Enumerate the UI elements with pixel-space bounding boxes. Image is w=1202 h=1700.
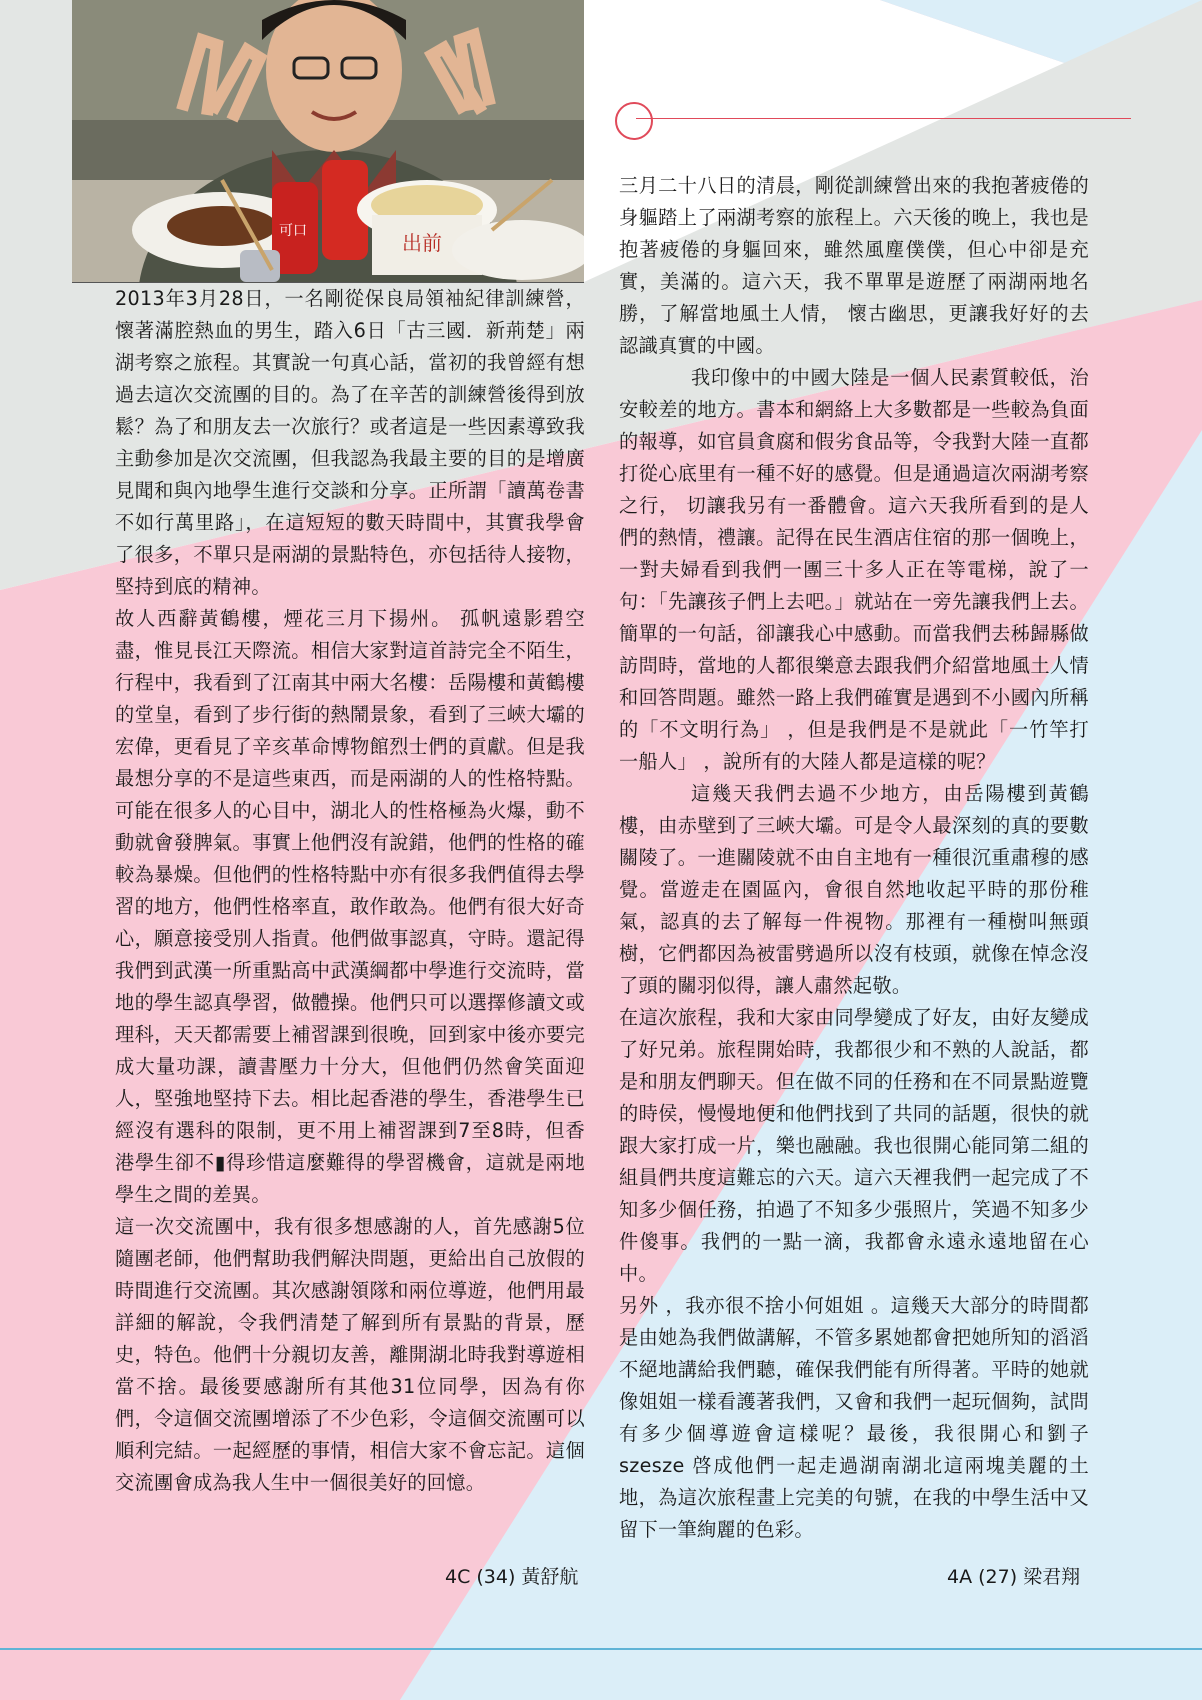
right-paragraph: 另外 ，我亦很不捨小何姐姐 。這幾天大部分的時間都是由她為我們做講解，不管多累她都會把她所知的滔滔不絕地講給我們聽，確保我們能有所得著。平時的她就像姐姐一樣看護著我們，又會和我們一起玩個夠，試問有多少個導遊會這樣呢？最後，我很開心和劉子 szesze 啓成他們一起走過湖南湖北這兩塊美麗的土地，為這次旅程畫上完美的句號，在我的中學生活中又留下一筆絢麗的色彩。	[619, 1294, 1089, 1541]
right-paragraph: 三月二十八日的清晨，剛從訓練營出來的我抱著疲倦的身軀踏上了兩湖考察的旅程上。六天後的晚上，我也是抱著疲倦的身軀回來，雖然風塵僕僕，但心中卻是充實，美滿的。這六天，我不單單是遊歷了兩湖兩地名勝，了解當地風土人情， 懷古幽思，更讓我好好的去認識真實的中國。	[619, 174, 1089, 357]
left-author-signature: 4C (34) 黃舒航	[445, 1566, 579, 1588]
svg-text:出前: 出前	[402, 231, 442, 255]
right-paragraph: 在這次旅程，我和大家由同學變成了好友，由好友變成了好兄弟。旅程開始時，我都很少和不熟的人說話，都是和朋友們聊天。但在做不同的任務和在不同景點遊覽的時侯，慢慢地便和他們找到了共同的話題，很快的就跟大家打成一片，樂也融融。我也很開心能同第二組的組員們共度這難忘的六天。這六天裡我們一起完成了不知多少個任務，拍過了不知多少張照片，笑過不知多少件傻事。我們的一點一滴，我都會永遠永遠地留在心中。	[619, 1006, 1089, 1285]
decorative-circle	[615, 102, 653, 140]
student-photo	[72, 0, 584, 283]
right-author-signature: 4A (27) 梁君翔	[947, 1566, 1081, 1588]
right-paragraph: 我印像中的中國大陸是一個人民素質較低，治安較差的地方。書本和網絡上大多數都是一些較為負面的報導，如官員貪腐和假劣食品等，令我對大陸一直都打從心底里有一種不好的感覺。但是通過這次兩湖考察之行， 切讓我另有一番體會。這六天我所看到的是人們的熱情，禮讓。記得在民生酒店住宿的那一個晚上，一對夫婦看到我們一團三十多人正在等電梯，說了一句：「先讓孩子們上去吧。」就站在一旁先讓我們上去。簡單的一句話，卻讓我心中感動。而當我們去秭歸縣做訪問時，當地的人都很樂意去跟我們介紹當地風土人情和回答問題。雖然一路上我們確實是遇到不小國內所稱的「不文明行為」 ，但是我們是不是就此「一竹竿打一船人」 ，說所有的大陸人都是這樣的呢？	[619, 366, 1089, 773]
left-paragraph: 2013年3月28日，一名剛從保良局領袖紀律訓練營，懷著滿腔熱血的男生，踏入6日「古三國．新荊楚」兩湖考察之旅程。其實說一句真心話，當初的我曾經有想過去這次交流團的目的。為了在辛苦的訓練營後得到放鬆？為了和朋友去一次旅行？或者這是一些因素導致我主動參加是次交流團，但我認為我最主要的目的是增廣見聞和與內地學生進行交談和分享。正所謂「讀萬卷書不如行萬里路」，在這短短的數天時間中，其實我學會了很多，不單只是兩湖的景點特色，亦包括待人接物，堅持到底的精神。	[115, 287, 585, 598]
bottom-rule	[0, 1648, 1202, 1650]
left-paragraph: 這一次交流團中，我有很多想感謝的人，首先感謝5位隨團老師，他們幫助我們解決問題，更給出自己放假的時間進行交流團。其次感謝領隊和兩位導遊，他們用最詳細的解說，令我們清楚了解到所有景點的背景，歷史，特色。他們十分親切友善，離開湖北時我對導遊相當不捨。最後要感謝所有其他31位同學，因為有你們，令這個交流團增添了不少色彩，令這個交流團可以順利完結。一起經歷的事情，相信大家不會忘記。這個交流團會成為我人生中一個很美好的回憶。	[115, 1215, 585, 1494]
right-article-column	[619, 170, 1089, 1546]
svg-text:可口: 可口	[279, 223, 307, 239]
right-paragraph: 這幾天我們去過不少地方，由岳陽樓到黃鶴樓，由赤壁到了三峽大壩。可是令人最深刻的真的要數關陵了。一進關陵就不由自主地有一種很沉重肅穆的感覺。當遊走在園區內，會很自然地收起平時的那份稚氣，認真的去了解每一件視物。那裡有一種樹叫無頭樹，它們都因為被雷劈過所以沒有枝頭，就像在悼念沒了頭的關羽似得，讓人肅然起敬。	[619, 782, 1089, 997]
left-paragraph: 故人西辭黃鶴樓，煙花三月下揚州。 孤帆遠影碧空盡，惟見長江天際流。相信大家對這首詩完全不陌生，行程中，我看到了江南其中兩大名樓：岳陽樓和黃鶴樓的堂皇，看到了步行街的熱鬧景象，看到了三峽大壩的宏偉，更看見了辛亥革命博物館烈士們的貢獻。但是我最想分享的不是這些東西，而是兩湖的人的性格特點。可能在很多人的心目中，湖北人的性格極為火爆，動不動就會發脾氣。事實上他們沒有說錯，他們的性格的確較為暴燥。但他們的性格特點中亦有很多我們值得去學習的地方，他們性格率直，敢作敢為。他們有很大好奇心，願意接受別人指責。他們做事認真，守時。還記得我們到武漢一所重點高中武漢綱都中學進行交流時，當地的學生認真學習，做體操。他們只可以選擇修讀文或理科，天天都需要上補習課到很晚，回到家中後亦要完成大量功課，讀書壓力十分大，但他們仍然會笑面迎人，堅強地堅持下去。相比起香港的學生，香港學生已經沒有選科的限制，更不用上補習課到7至8時，但香港學生卻不▮得珍惜這麼難得的學習機會，這就是兩地學生之間的差異。	[115, 607, 585, 1206]
decorative-rule-top	[636, 118, 1131, 119]
left-article-column	[115, 283, 585, 1499]
